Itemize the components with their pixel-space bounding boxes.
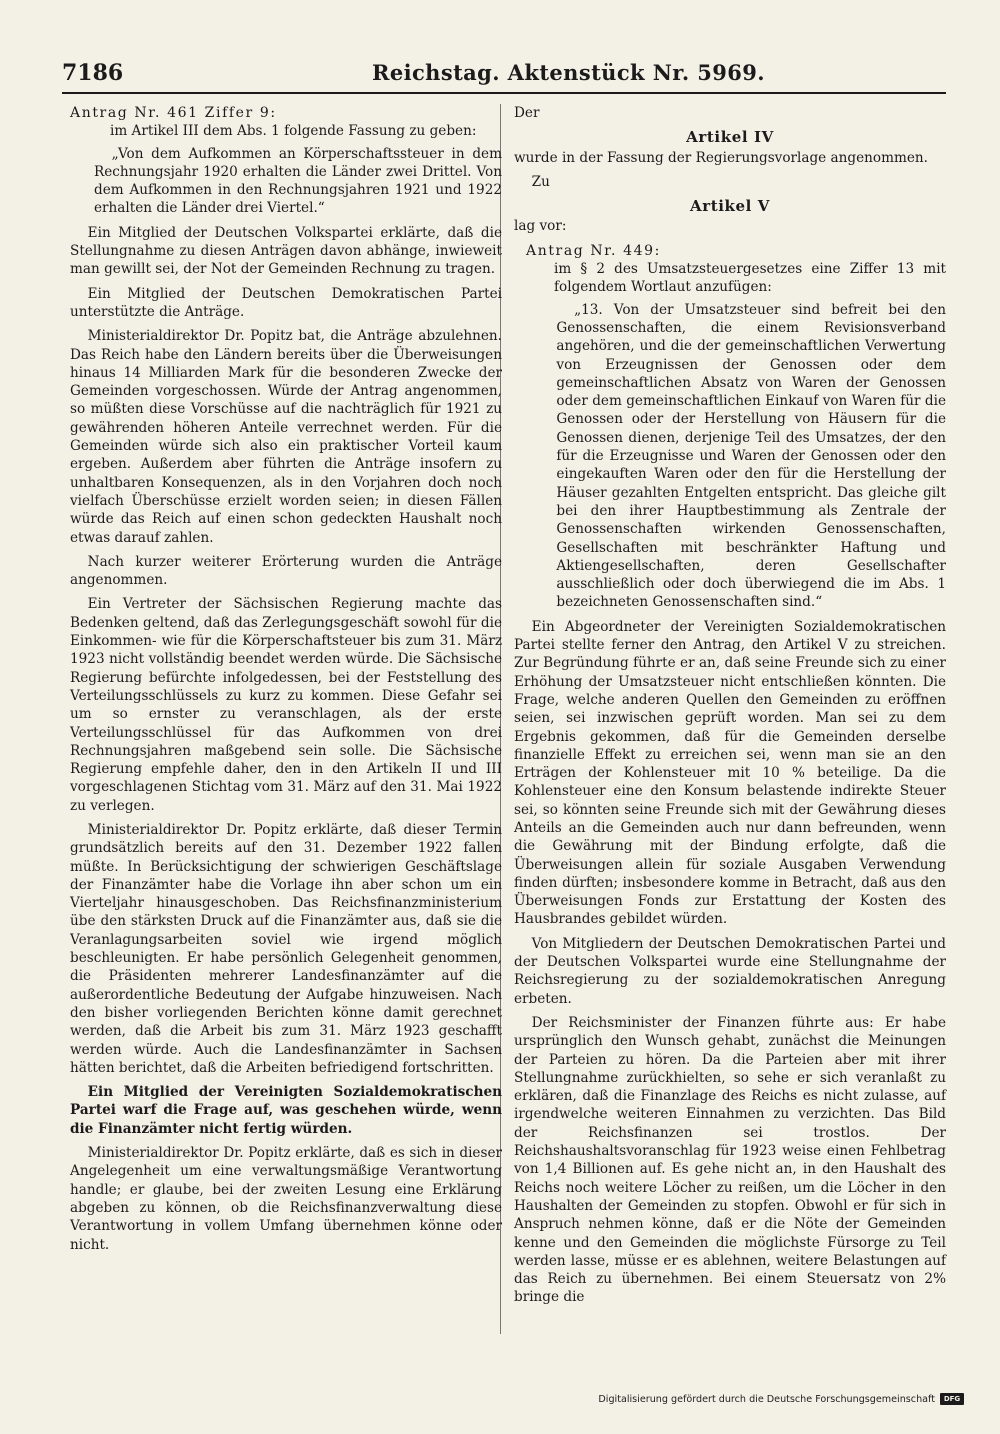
paragraph: wurde in der Fassung der Regierungsvorlage angenommen. xyxy=(514,149,928,166)
paragraph: Ein Mitglied der Deutschen Volkspartei erklärte, daß die Stellungnahme zu diesen Anträgen davon abhänge, inwieweit man gewillt sei, der Not der Gemeinden Rechnung zu tragen. xyxy=(70,224,502,278)
antrag-text: im Artikel III dem Abs. 1 folgende Fassung zu geben: xyxy=(110,123,477,140)
article-heading: Artikel V xyxy=(689,197,771,216)
paragraph: Ein Mitglied der Deutschen Demokratischen Partei unterstützte die Anträge. xyxy=(70,285,502,320)
dfg-logo: DFG xyxy=(940,1393,964,1405)
paragraph: Der xyxy=(514,105,540,121)
paragraph: Ein Mitglied der Vereinigten Sozialdemokratischen Partei warf die Frage auf, was geschehen würde, wenn die Finanzämter nicht fertig würden. xyxy=(70,1084,502,1137)
page-number: 7186 xyxy=(62,60,124,86)
paragraph: Ministerialdirektor Dr. Popitz erklärte, daß es sich in dieser Angelegenheit um eine verwaltungsmäßige Verantwortung handle; er glaube, bei der zweiten Lesung eine Erklärung abgeben zu können, ob die Reichsfinanzverwaltung diese Verantwortung in vollem Umfang übernehmen könne oder nicht. xyxy=(70,1145,502,1253)
page-header xyxy=(62,58,946,94)
footer-credit-text: Digitalisierung gefördert durch die Deutsche Forschungsgemeinschaft xyxy=(598,1393,935,1405)
footer-credit xyxy=(598,1393,964,1405)
paragraph: Ein Abgeordneter der Vereinigten Sozialdemokratischen Partei stellte ferner den Antrag, den Artikel V zu streichen. Zur Begründung führte er an, daß seine Freunde sich zu einer Erhöhung der Umsatzsteuer nicht entschließen könnten. Die Frage, welche anderen Quellen den Gemeinden zu eröffnen seien, sei inzwischen geprüft worden. Man sei zu dem Ergebnis gekommen, daß für die Gemeinden derselbe finanzielle Effekt zu erreichen sei, wenn man sie an den Erträgen der Kohlensteuer mit 10 % beteilige. Da die Kohlensteuer eine den Konsum belastende indirekte Steuer sei, so könnten seine Freunde sich mit der Gewährung dieses Anteils an die Gemeinden auch nur dann befreunden, wenn die Gewährung mit der Bindung erfolgte, daß die Überweisungen allein für soziale Ausgaben Verwendung finden dürften; insbesondere komme in Betracht, daß aus den Überweisungen Fonds zur Erstattung der Kosten des Hausbrandes gebildet würden. xyxy=(514,618,946,928)
antrag-heading: Antrag Nr. 449: xyxy=(526,242,661,259)
paragraph: Ministerialdirektor Dr. Popitz erklärte, daß dieser Termin grundsätzlich bereits auf den 31. Dezember 1922 fallen müßte. In Berücksichtigung der schwierigen Geschäftslage der Finanzämter habe die Vorlage ihn aber schon um ein Vierteljahr hinausgeschoben. Das Reichsfinanzministerium übe den stärksten Druck auf die Finanzämter aus, daß sie die Veranlagungsarbeiten soviel wie irgend möglich beschleunigten. Er habe persönlich Gelegenheit genommen, die Präsidenten mehrerer Landesfinanzämter auf die außerordentliche Bedeutung der Aufgabe hinzuweisen. Nach den bisher vorliegenden Berichten könne damit gerechnet werden, daß die Arbeit bis zum 31. März 1923 geschafft werden würde. Auch die Landesfinanzämter in Sachsen hätten berichtet, daß die Arbeiten befriedigend fortschritten. xyxy=(70,821,502,1076)
paragraph: Ministerialdirektor Dr. Popitz bat, die Anträge abzulehnen. Das Reich habe den Ländern bereits über die Überweisungen hinaus 14 Milliarden Mark für die besonderen Zwecke der Gemeinden vorgeschossen. Würde der Antrag angenommen, so müßten diese Vorschüsse auf die nachträglich für 1921 zu gewährenden höheren Anteile verrechnet werden. Für die Gemeinden würde sich also ein praktischer Vorteil kaum ergeben. Außerdem aber führten die Anträge insofern zu unhaltbaren Konsequenzen, als in den Vorjahren doch noch vielfach Überschüsse erzielt worden seien; in diesen Fällen würde das Reich auf einen schon gedeckten Haushalt noch etwas darauf zahlen. xyxy=(70,328,502,546)
right-column xyxy=(514,104,946,1313)
quoted-amendment: „13. Von der Umsatzsteuer sind befreit bei den Genossenschaften, die einem Revisionsverband angehören, und die der gemeinschaftlichen Verwertung von Erzeugnissen der Genossen oder dem gemeinschaftlichen Absatz von Waren der Genossen oder dem gemeinschaftlichen Einkauf von Waren für die Genossen oder der Herstellung von Häusern für die Genossen dienen, derjenige Teil des Umsatzes, der den für die Erzeugnisse und Waren der Genossen oder den eingekauften Waren oder den für die Herstellung der Häuser gezahlten Entgelten entspricht. Das gleiche gilt bei den ihrer Hauptbestimmung als Zentrale der Genossenschaften wirkenden Genossenschaften, Gesellschaften mit beschränkter Haftung und Aktiengesellschaften, deren Gesellschafter ausschließlich oder doch überwiegend die im Abs. 1 bezeichneten Genossenschaften sind.“ xyxy=(556,301,946,611)
paragraph: Der Reichsminister der Finanzen führte aus: Er habe ursprünglich den Wunsch gehabt, zunächst die Meinungen der Parteien zu hören. Da die Parteien aber mit ihrer Stellungnahme zurückhielten, so sehe er sich veranlaßt zu erklären, daß die Finanzlage des Reichs es nicht zulasse, auf irgendwelche weiteren Einnahmen zu verzichten. Das Bild der Reichsfinanzen sei trostlos. Der Reichshaushaltsvoranschlag für 1923 weise einen Fehlbetrag von 1,4 Billionen auf. Es gehe nicht an, in den Haushalt des Reichs noch weitere Löcher zu reißen, um die Löcher in den Haushalten der Gemeinden zu stopfen. Obwohl er für sich in Anspruch nehmen könne, daß er die Nöte der Gemeinden kenne und den Gemeinden die möglichste Fürsorge zu Teil werden lasse, müsse er es ablehnen, weitere Belastungen auf das Reich zu übernehmen. Bei einem Steuersatz von 2% bringe die xyxy=(514,1014,946,1306)
left-column xyxy=(70,104,502,1260)
antrag-heading: Antrag Nr. 461 Ziffer 9: xyxy=(70,105,277,121)
article-heading: Artikel IV xyxy=(686,128,774,147)
paragraph: Nach kurzer weiterer Erörterung wurden die Anträge angenommen. xyxy=(70,553,502,589)
antrag-text: im § 2 des Umsatzsteuergesetzes eine Ziffer 13 mit folgendem Wortlaut anzufügen: xyxy=(554,261,946,296)
paragraph: Zu xyxy=(531,173,550,190)
running-title: Reichstag. Aktenstück Nr. 5969. xyxy=(372,60,766,85)
paragraph: lag vor: xyxy=(514,218,567,235)
paragraph: Von Mitgliedern der Deutschen Demokratischen Partei und der Deutschen Volkspartei wurde eine Stellungnahme der Reichsregierung zu der sozialdemokratischen Anregung erbeten. xyxy=(514,935,946,1007)
paragraph: Ein Vertreter der Sächsischen Regierung machte das Bedenken geltend, daß das Zerlegungsgeschäft sowohl für die Einkommen- wie für die Körperschaftsteuer bis zum 31. März 1923 nicht vollständig beendet werden würde. Die Sächsische Regierung befürchte infolgedessen, bei der Feststellung des Verteilungsschlüssels zu kurz zu kommen. Diese Gefahr sei um so ernster zu veranschlagen, als der erste Verteilungsschlüssel für das Aufkommen von drei Rechnungsjahren maßgebend sein solle. Die Sächsische Regierung empfehle daher, den in den Artikeln II und III vorgeschlagenen Stichtag vom 31. März auf den 31. Mai 1922 zu verlegen. xyxy=(70,596,502,814)
quoted-amendment: „Von dem Aufkommen an Körperschaftssteuer in dem Rechnungsjahr 1920 erhalten die Länder zwei Drittel. Von dem Aufkommen in den Rechnungsjahren 1921 und 1922 erhalten die Länder drei Viertel.“ xyxy=(94,145,502,217)
